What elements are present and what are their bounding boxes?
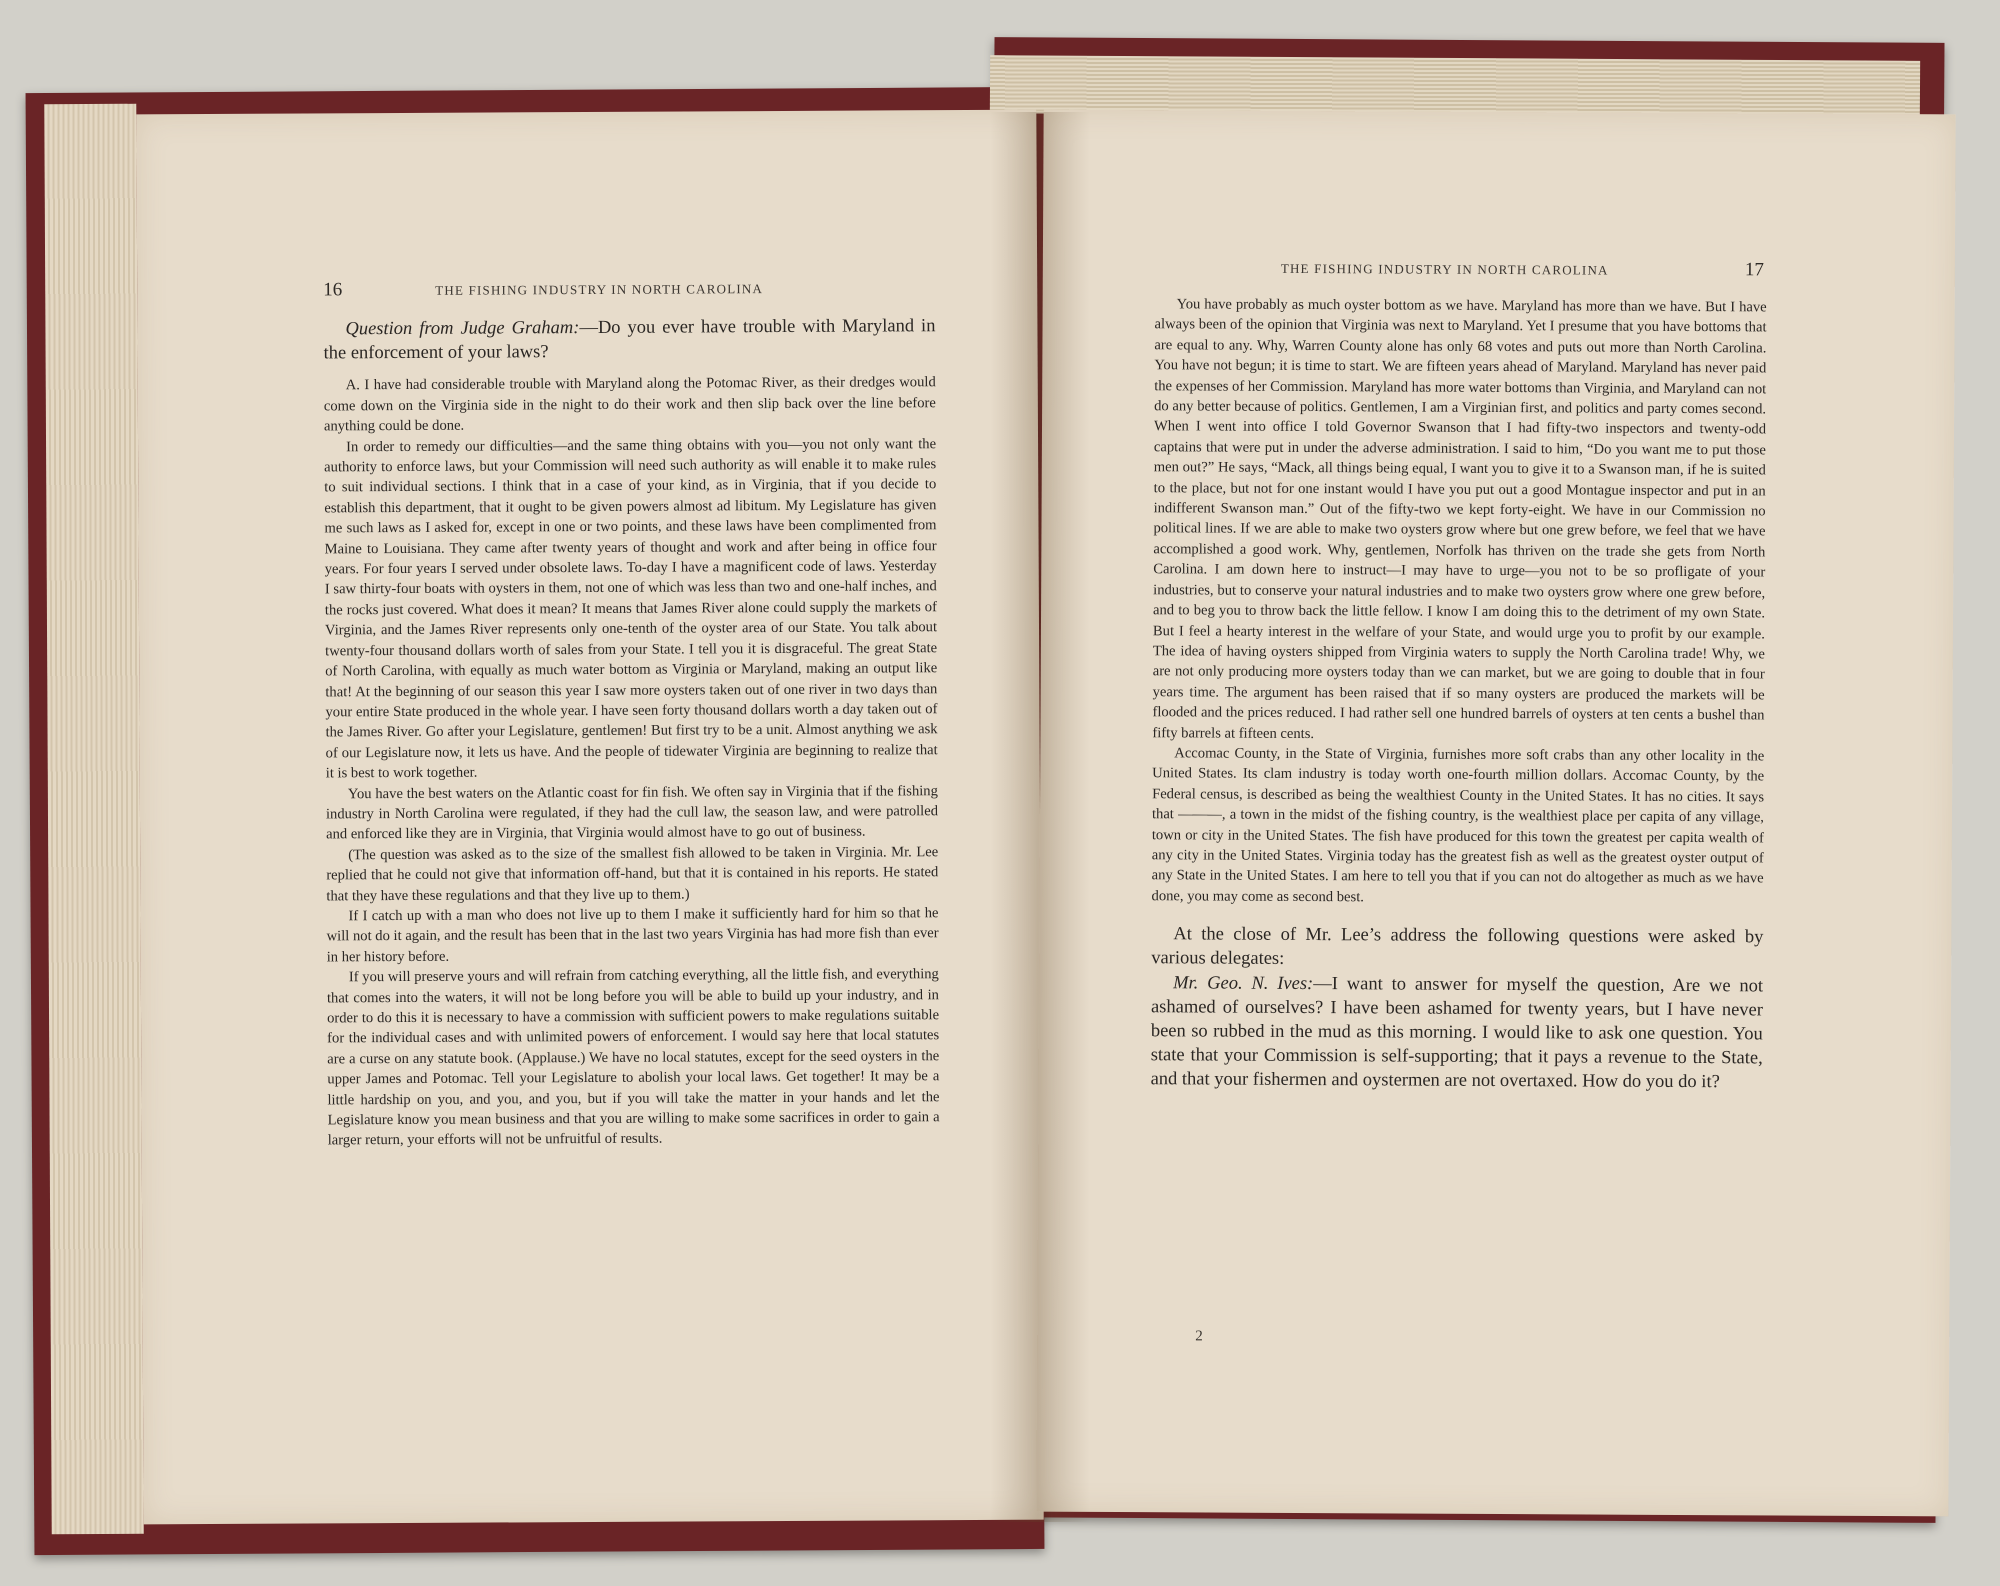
paragraph: (The question was asked as to the size of the smallest fish allowed to be taken in Virginia. Mr. Lee replied that he could not give that information off-hand, but that it is contained in his reports. He stated that they have these regulations and that they live up to them.) — [326, 843, 939, 904]
ives-text: —I want to answer for myself the question, Are we not ashamed of ourselves? I have been ashamed for twenty years, but I have never been so rubbed in the mud as this morning. I would like to ask one question. You state that your Commission is self-supporting; that it pays a revenue to the State, and that your fishermen and oystermen are not overtaxed. How do you do it? — [1150, 973, 1764, 1093]
close-paragraph: At the close of Mr. Lee’s address the following questions were asked by various delegates: — [1151, 924, 1764, 970]
running-head: THE FISHING INDUSTRY IN NORTH CAROLINA — [435, 281, 764, 298]
question-text: —Do you ever have trouble with Maryland in the enforcement of your laws? — [323, 316, 936, 364]
signature-mark: 2 — [1195, 1328, 1203, 1345]
right-text-block — [1151, 294, 1767, 1095]
paragraph: If I catch up with a man who does not live up to them I make it sufficiently hard for him so that he will not do it again, and the result has been that in the last two years Virginia has had more fish than ever in her history before. — [326, 905, 939, 966]
page-number: 16 — [323, 279, 343, 301]
paragraph: A. I have had considerable trouble with Maryland along the Potomac River, as their dredges would come down on the Virginia side in the night to do their work and then slip back over the line before anything could be done. — [323, 374, 936, 435]
paragraph: In order to remedy our difficulties—and the same thing obtains with you—you not only want the authority to enforce laws, but your Commission will need such authority as will enable it to make rules to suit individual sections. I think that in a case of your kind, as in Virginia, that if you decide to establish this department, that it ought to be given powers almost ad libitum. My Legislature has given me such laws as I asked for, except in one or two points, and these laws have been complimented from Maine to Louisiana. They came after twenty years of thought and work and after being in office four years. For four years I served under obsolete laws. To-day I have a magnificent code of laws. Yesterday I saw thirty-four boats with oysters in them, not one of which was less than two and one-half inches, and the rocks just covered. What does it mean? It means that James River alone could supply the markets of Virginia, and the James River represents only one-tenth of the oyster area of our State. You talk about twenty-four thousand dollars worth of sales from your State. I tell you it is disgraceful. The great State of North Carolina, with equally as much water bottom as Virginia or Maryland, making an output like that! At the beginning of our season this year I saw more oysters taken out of one river in two days than your entire State produced in the whole year. I have seen forty thousand dollars worth a day taken out of the James River. Go after your Legislature, gentlemen! But first try to be a unit. Almost anything we ask of our Legislature now, it lets us have. And the people of tidewater Virginia are beginning to realize that it is best to work together. — [324, 435, 938, 782]
left-page — [136, 110, 1043, 1525]
book-gutter — [990, 112, 1090, 1522]
left-text-block — [323, 314, 939, 1151]
paragraph: Accomac County, in the State of Virginia, furnishes more soft crabs than any other locality in the United States. Its clam industry is today worth one-fourth million dollars. Accomac County, by the Federal census, is described as being the wealthiest County in the United States. It has no cities. It says that ———, a town in the midst of the fishing country, is the wealthiest place per capita of any village, town or city in the United States. The fish have produced for this town the greatest per capita wealth of any city in the United States. Virginia today has the greatest fish as well as the greatest oyster output of any State in the United States. I am here to tell you that if you can not do altogether as much as we have done, you may come as second best. — [1151, 745, 1765, 906]
paragraph: You have the best waters on the Atlantic coast for fin fish. We often say in Virginia that if the fishing industry in North Carolina were regulated, if they had the cull law, the season law, and were patrolled and enforced like they are in Virginia, that Virginia would almost have to go out of business. — [325, 782, 939, 843]
running-head: THE FISHING INDUSTRY IN NORTH CAROLINA — [1280, 260, 1609, 278]
right-page — [1036, 110, 1955, 1517]
question-paragraph — [323, 314, 935, 366]
page-edges-left — [44, 104, 143, 1534]
ives-speaker: Mr. Geo. N. Ives: — [1173, 972, 1314, 994]
ives-paragraph — [1151, 971, 1764, 1095]
page-number: 17 — [1744, 259, 1764, 281]
paragraph: If you will preserve yours and will refrain from catching everything, all the little fish, and everything that comes into the waters, it will not be long before you will be able to build up your industry, and in order to do this it is necessary to have a commission with sufficient powers to make regulations suitable for the individual cases and with unlimited powers of enforcement. I would say here that local statutes are a curse on any statute book. (Applause.) We have no local statutes, except for the seed oysters in the upper James and Potomac. Tell your Legislature to abolish your local laws. Get together! It may be a little hardship on you, and you, and you, but if you will take the matter in your hands and let the Legislature know you mean business and that you are willing to make some sacrifices in order to gain a larger return, your efforts will not be unfruitful of results. — [326, 966, 940, 1149]
paragraph: You have probably as much oyster bottom as we have. Maryland has more than we have. But I have always been of the opinion that Virginia was next to Maryland. Yet I presume that you have bottoms that are equal to any. Why, Warren County alone has only 68 votes and puts out more than North Carolina. You have not begun; it is time to start. We are fifteen years ahead of Maryland. Maryland has never paid the expenses of her Commission. Maryland has more water bottoms than Virginia, and Maryland can not do any better because of politics. Gentlemen, I am a Virginian first, and politics and party comes second. When I went into office I told Governor Swanson that I had fifty-two inspectors and twenty-odd captains that were put in under the adverse administration. I said to him, “Do you want me to put those men out?” He says, “Mack, all things being equal, I want you to give it to a Swanson man, if he is suited to the place, but not for one instant would I have you put out a good Montague inspector and put in an indifferent Swanson man.” Out of the fifty-two we kept forty-eight. We have in our Commission no political lines. If we are able to make two oysters grow where but one grew before, we feel that we have accomplished a good work. Why, gentlemen, Norfolk has thriven on the trade she gets from North Carolina. I am down here to instruct—I may have to urge—you not to be so profligate of your industries, but to conserve your natural industries and to make two oysters grow where one grew before, and to beg you to throw back the little fellow. I know I am doing this to the detriment of my own State. But I feel a hearty interest in the welfare of your State, and would urge you to profit by our example. The idea of having oysters shipped from Virginia waters to supply the North Carolina trade! Why, we are not only producing more oysters today than we can market, but we are going to double that in four years time. The argument has been raised that if so many oysters are produced the markets will be flooded and the prices reduced. I had rather sell one hundred barrels of oysters at ten cents a bushel than fifty barrels at fifteen cents. — [1152, 296, 1767, 742]
question-speaker: Question from Judge Graham: — [345, 318, 580, 340]
